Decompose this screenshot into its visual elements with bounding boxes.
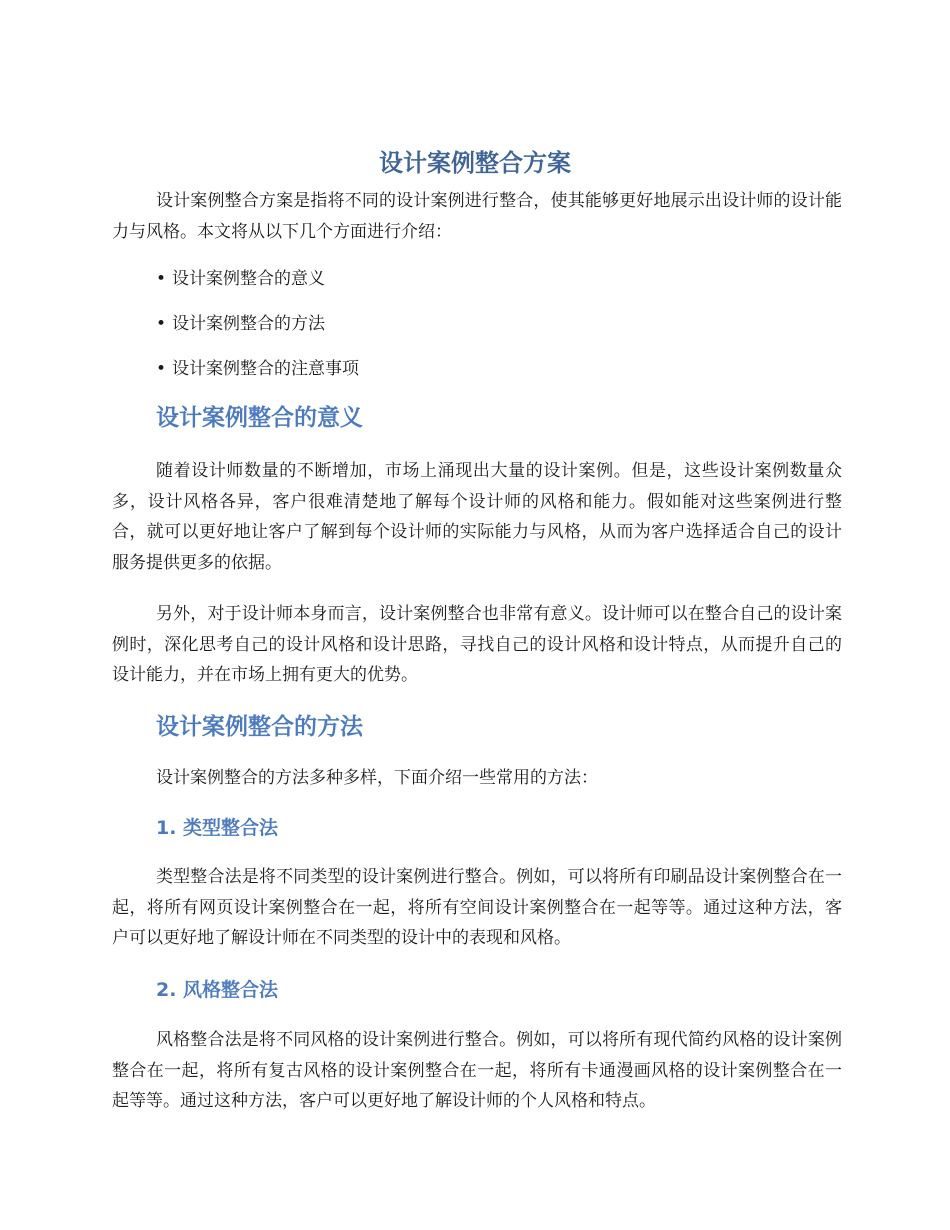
list-item-text: 设计案例整合的方法 — [172, 314, 326, 334]
page-title: 设计案例整合方案 — [379, 149, 571, 177]
list-item-text: 设计案例整合的意义 — [172, 269, 326, 289]
list-item — [156, 356, 359, 382]
bullet-icon: • — [156, 269, 167, 289]
subsection-heading: 2. 风格整合法 — [156, 979, 279, 1001]
section-heading-method: 设计案例整合的方法 — [156, 714, 363, 740]
section-lead: 设计案例整合的方法多种多样，下面介绍一些常用的方法： — [156, 768, 598, 788]
list-item — [156, 266, 325, 292]
body-paragraph: 风格整合法是将不同风格的设计案例进行整合。例如，可以将所有现代简约风格的设计案例整合在一起，将所有复古风格的设计案例整合在一起，将所有卡通漫画风格的设计案例整合在一起等等。通过这种方法，客户可以更好地了解设计师的个人风格和特点。 — [112, 1030, 842, 1111]
bullet-icon: • — [156, 314, 167, 334]
bullet-icon: • — [156, 359, 167, 379]
list-item — [156, 311, 325, 337]
intro-paragraph: 设计案例整合方案是指将不同的设计案例进行整合，使其能够更好地展示出设计师的设计能力与风格。本文将从以下几个方面进行介绍： — [112, 191, 842, 242]
section-heading-meaning: 设计案例整合的意义 — [156, 405, 363, 431]
subsection-heading: 1. 类型整合法 — [156, 817, 279, 839]
body-paragraph: 类型整合法是将不同类型的设计案例进行整合。例如，可以将所有印刷品设计案例整合在一起，将所有网页设计案例整合在一起，将所有空间设计案例整合在一起等等。通过这种方法，客户可以更好地了解设计师在不同类型的设计中的表现和风格。 — [112, 867, 842, 948]
body-paragraph: 随着设计师数量的不断增加，市场上涌现出大量的设计案例。但是，这些设计案例数量众多，设计风格各异，客户很难清楚地了解每个设计师的风格和能力。假如能对这些案例进行整合，就可以更好地让客户了解到每个设计师的实际能力与风格，从而为客户选择适合自己的设计服务提供更多的依据。 — [112, 461, 842, 573]
list-item-text: 设计案例整合的注意事项 — [172, 359, 360, 379]
body-paragraph: 另外，对于设计师本身而言，设计案例整合也非常有意义。设计师可以在整合自己的设计案例时，深化思考自己的设计风格和设计思路，寻找自己的设计风格和设计特点，从而提升自己的设计能力，并在市场上拥有更大的优势。 — [112, 604, 842, 685]
